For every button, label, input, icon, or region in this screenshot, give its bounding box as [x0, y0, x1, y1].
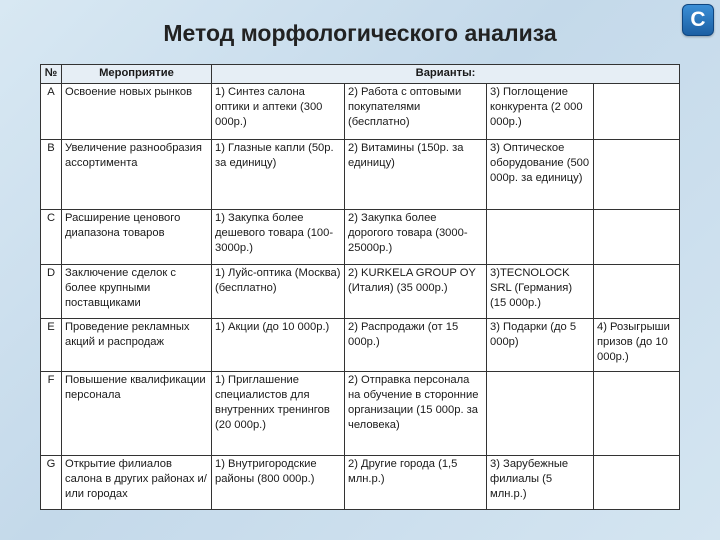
option-cell: [594, 210, 680, 265]
header-variants: Варианты:: [212, 65, 680, 84]
logo-badge: С: [682, 4, 714, 36]
option-cell: 2) Распродажи (от 15 000р.): [345, 319, 487, 372]
option-cell: 2) Витамины (150р. за единицу): [345, 140, 487, 210]
row-measure: Открытие филиалов салона в других районах и/или городах: [62, 456, 212, 510]
option-cell: 3) Подарки (до 5 000р): [487, 319, 594, 372]
row-id: C: [41, 210, 62, 265]
option-cell: 3) Оптическое оборудование (500 000р. за единицу): [487, 140, 594, 210]
table-header-row: [41, 65, 680, 84]
row-id: B: [41, 140, 62, 210]
option-cell: 3) Зарубежные филиалы (5 млн.р.): [487, 456, 594, 510]
row-measure: Расширение ценового диапазона товаров: [62, 210, 212, 265]
option-cell: 3) Поглощение конкурента (2 000 000р.): [487, 84, 594, 140]
option-cell: [594, 265, 680, 319]
option-cell: [487, 372, 594, 456]
option-cell: 2) Закупка более дорогого товара (3000-25000р.): [345, 210, 487, 265]
header-num: №: [41, 65, 62, 84]
option-cell: [487, 210, 594, 265]
option-cell: [594, 84, 680, 140]
slide-title: Метод морфологического анализа: [163, 20, 557, 46]
table-row: [41, 265, 680, 319]
option-cell: 1) Внутригородские районы (800 000р.): [212, 456, 345, 510]
row-id: D: [41, 265, 62, 319]
option-cell: 1) Синтез салона оптики и аптеки (300 000р.): [212, 84, 345, 140]
table-row: [41, 319, 680, 372]
option-cell: 1) Акции (до 10 000р.): [212, 319, 345, 372]
table-row: [41, 210, 680, 265]
row-measure: Увеличение разнообразия ассортимента: [62, 140, 212, 210]
row-id: F: [41, 372, 62, 456]
option-cell: 2) Работа с оптовыми покупателями (бесплатно): [345, 84, 487, 140]
row-measure: Освоение новых рынков: [62, 84, 212, 140]
option-cell: 1) Приглашение специалистов для внутренних тренингов (20 000р.): [212, 372, 345, 456]
option-cell: 4) Розыгрыши призов (до 10 000р.): [594, 319, 680, 372]
row-id: E: [41, 319, 62, 372]
option-cell: 2) Другие города (1,5 млн.р.): [345, 456, 487, 510]
option-cell: 2) KURKELA GROUP OY (Италия) (35 000р.): [345, 265, 487, 319]
option-cell: [594, 372, 680, 456]
row-measure: Проведение рекламных акций и распродаж: [62, 319, 212, 372]
header-measure: Мероприятие: [62, 65, 212, 84]
row-id: G: [41, 456, 62, 510]
row-measure: Заключение сделок с более крупными поставщиками: [62, 265, 212, 319]
row-measure: Повышение квалификации персонала: [62, 372, 212, 456]
morphological-table: [40, 64, 680, 510]
table-row: [41, 84, 680, 140]
table-row: [41, 456, 680, 510]
option-cell: 2) Отправка персонала на обучение в сторонние организации (15 000р. за человека): [345, 372, 487, 456]
option-cell: 3)TECNOLOCK SRL (Германия) (15 000р.): [487, 265, 594, 319]
option-cell: [594, 456, 680, 510]
option-cell: 1) Луйс-оптика (Москва) (бесплатно): [212, 265, 345, 319]
table-row: [41, 140, 680, 210]
option-cell: 1) Закупка более дешевого товара (100-3000р.): [212, 210, 345, 265]
option-cell: [594, 140, 680, 210]
option-cell: 1) Глазные капли (50р. за единицу): [212, 140, 345, 210]
row-id: A: [41, 84, 62, 140]
table-row: [41, 372, 680, 456]
